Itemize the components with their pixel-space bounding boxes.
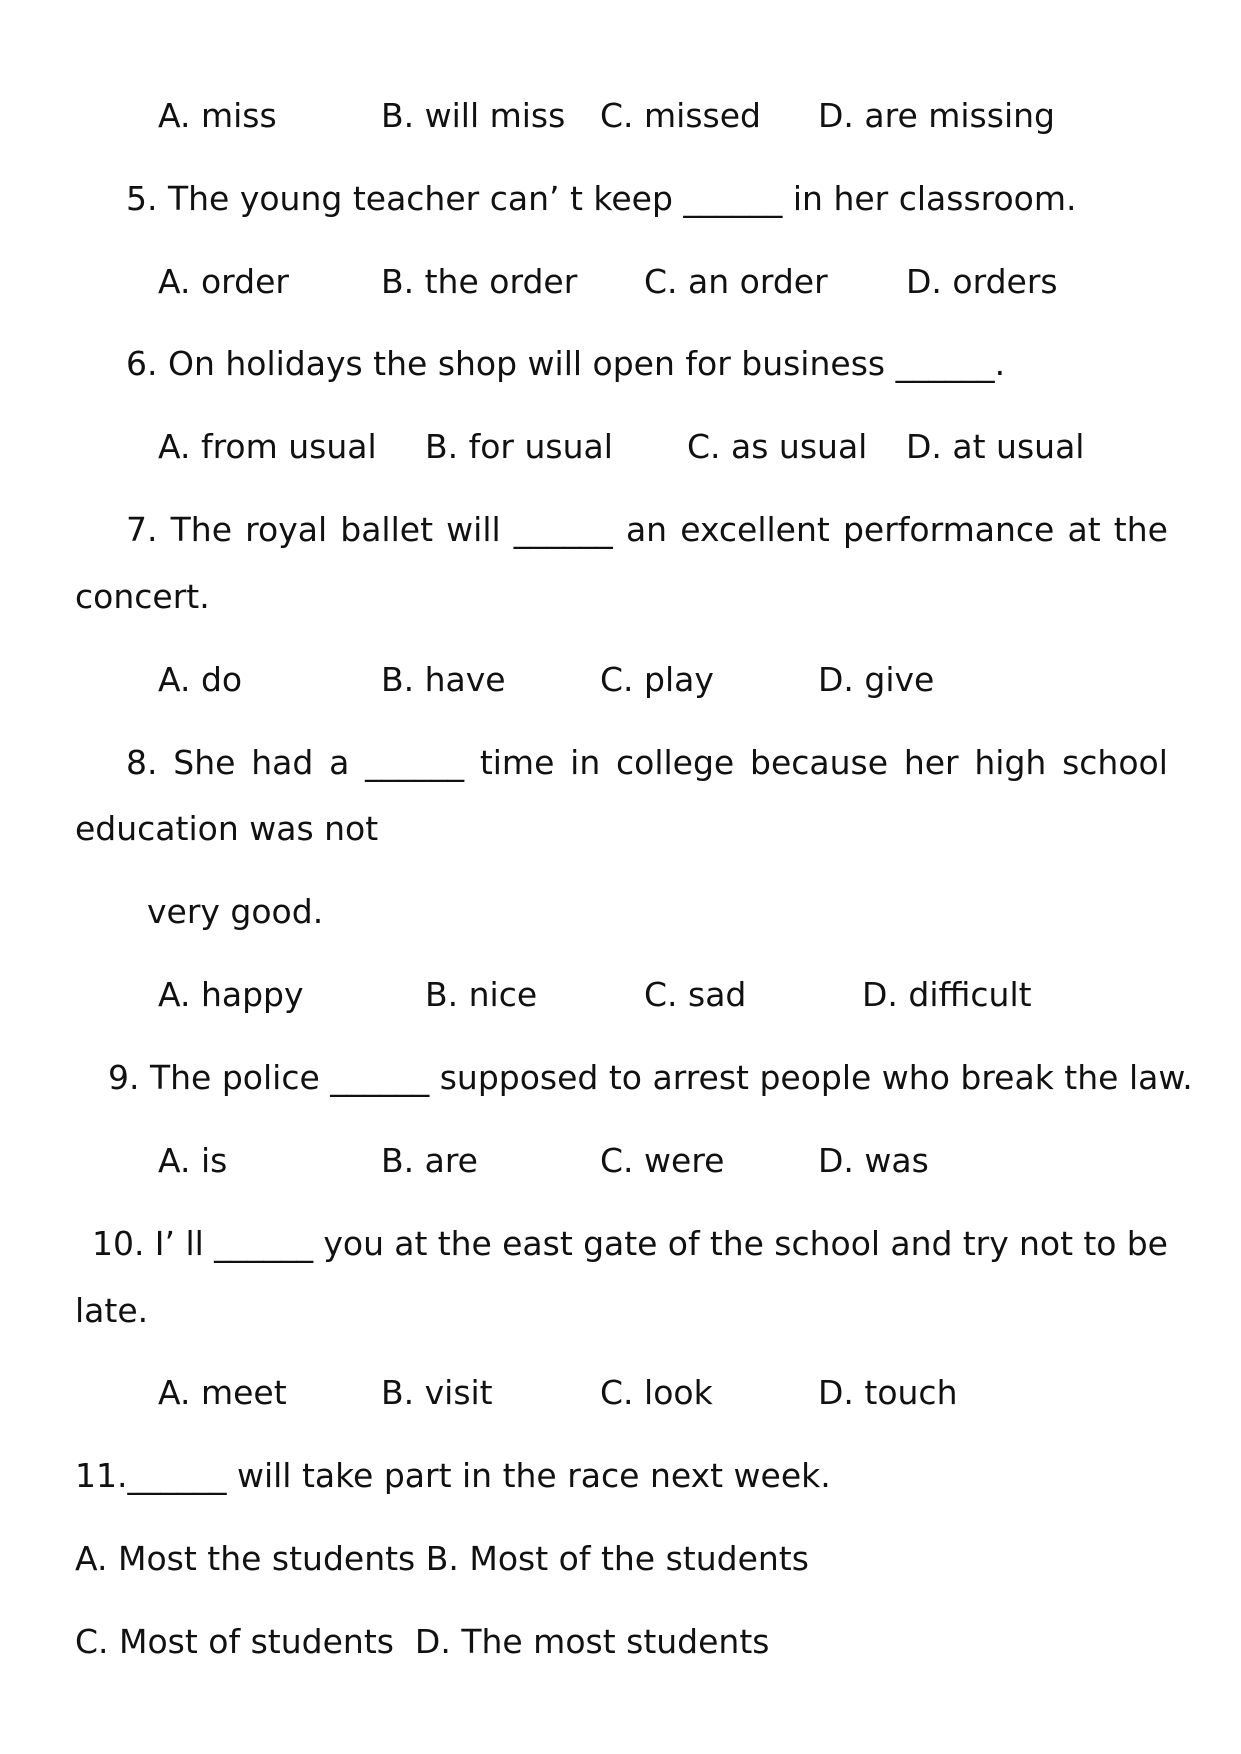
option-a: A. is [158,1141,228,1180]
question-9-stem: 9. The police ______ supposed to arrest people who break the law. [108,1058,1193,1097]
option-a: A. order [158,262,289,301]
word: to [1083,1224,1117,1263]
option-c: C. as usual [687,427,868,466]
word: college [616,743,735,782]
option-c: C. play [600,660,714,699]
question-5-stem: 5. The young teacher can’ t keep ______ in her classroom. [126,179,1077,218]
option-a: A. meet [158,1373,287,1412]
word: the [437,1224,492,1263]
word: school [774,1224,881,1263]
question-7-stem [126,510,1168,550]
word: The [170,510,233,549]
word: a [329,743,350,782]
answer-blank: ______ [214,1224,314,1263]
question-6-stem: 6. On holidays the shop will open for business ______. [126,344,1006,383]
question-8-stem [126,743,1168,783]
word: of [667,1224,700,1263]
word: She [173,743,236,782]
option-d: D. at usual [906,427,1085,466]
question-8-stem-continued: education was not [75,809,379,848]
word: 7. [126,510,158,549]
word: at [394,1224,428,1263]
word: an [625,510,668,549]
question-7-stem-continued: concert. [75,577,210,616]
option-a: A. do [158,660,243,699]
word: time [479,743,555,782]
word: the [709,1224,764,1263]
word: 8. [126,743,158,782]
question-11-stem: 11.______ will take part in the race next week. [75,1456,831,1495]
word: you [323,1224,384,1263]
option-b: B. for usual [425,427,613,466]
word: east [502,1224,573,1263]
word: not [1019,1224,1074,1263]
option-a: A. happy [158,975,304,1014]
word: high [974,743,1047,782]
word: excellent [680,510,830,549]
question-10-stem [92,1224,1168,1264]
question-11-options-line-2: C. Most of students D. The most students [75,1622,770,1661]
answer-blank: ______ [513,510,613,549]
word: will [446,510,501,549]
word: and [890,1224,953,1263]
option-d: D. was [818,1141,929,1180]
word: performance [842,510,1055,549]
option-a: A. miss [158,96,277,135]
word: royal [245,510,328,549]
word: at [1067,510,1101,549]
option-b: B. are [381,1141,478,1180]
question-8-stem-continued-2: very good. [147,892,324,931]
word: try [962,1224,1009,1263]
option-c: C. look [600,1373,713,1412]
option-c: C. missed [600,96,761,135]
option-d: D. orders [906,262,1058,301]
word: in [570,743,601,782]
question-10-stem-continued: late. [75,1291,149,1330]
answer-blank: ______ [365,743,465,782]
word: gate [583,1224,658,1263]
option-b: B. have [381,660,506,699]
word: the [1113,510,1168,549]
option-c: C. were [600,1141,725,1180]
word: ballet [340,510,434,549]
word: be [1126,1224,1168,1263]
option-b: B. visit [381,1373,493,1412]
word: had [251,743,314,782]
option-b: B. nice [425,975,538,1014]
option-a: A. from usual [158,427,377,466]
word: her [903,743,959,782]
option-d: D. touch [818,1373,958,1412]
option-c: C. sad [644,975,747,1014]
option-b: B. the order [381,262,578,301]
word: I’ ll [154,1224,204,1263]
word: 10. [92,1224,145,1263]
option-b: B. will miss [381,96,566,135]
option-d: D. difficult [862,975,1032,1014]
option-d: D. are missing [818,96,1055,135]
option-c: C. an order [644,262,828,301]
option-d: D. give [818,660,935,699]
word: because [750,743,889,782]
word: school [1062,743,1168,782]
question-11-options-line-1: A. Most the students B. Most of the students [75,1539,809,1578]
